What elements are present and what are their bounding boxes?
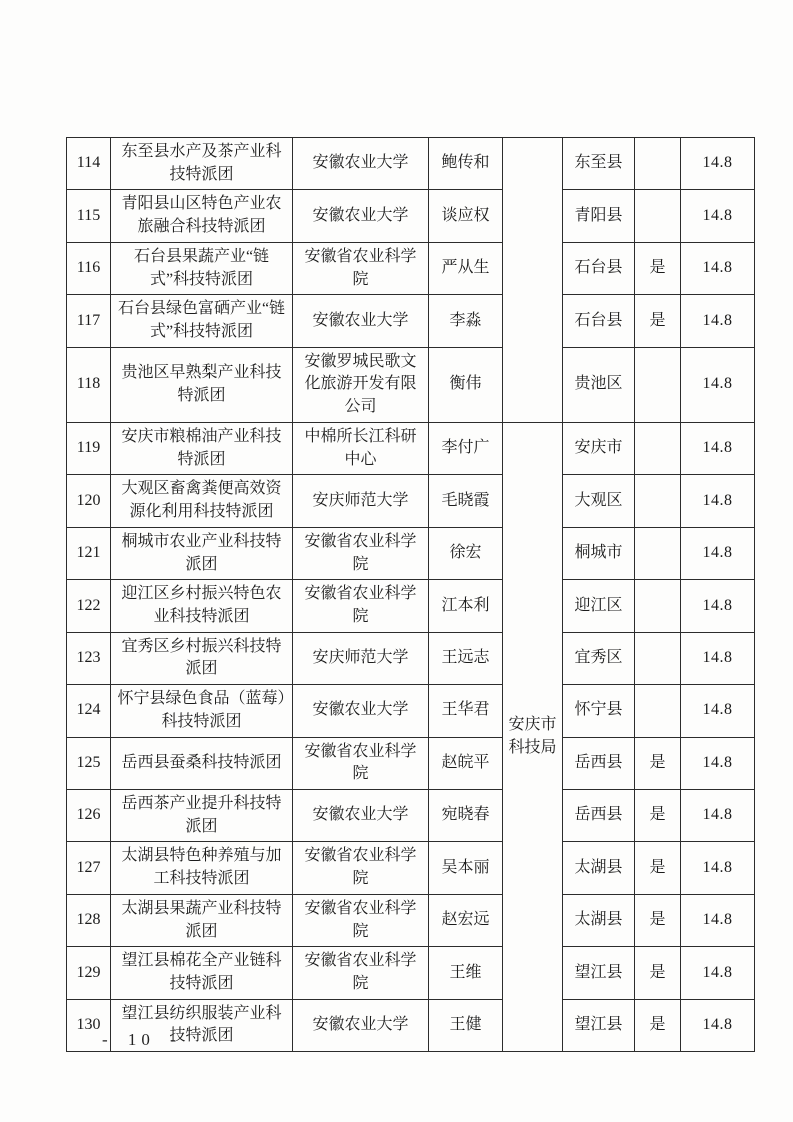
county-cell: 怀宁县 (563, 685, 635, 737)
row-number-cell: 129 (67, 947, 111, 999)
institution-cell: 安徽农业大学 (293, 789, 429, 841)
leader-cell: 吴本丽 (429, 842, 503, 894)
institution-cell: 安庆师范大学 (293, 475, 429, 527)
score-cell: 14.8 (681, 632, 755, 684)
row-number-cell: 125 (67, 737, 111, 789)
table-row (67, 789, 755, 841)
county-cell: 迎江区 (563, 580, 635, 632)
team-name-cell: 桐城市农业产业科技特派团 (111, 527, 293, 579)
leader-cell: 谈应权 (429, 190, 503, 242)
row-number-cell: 124 (67, 685, 111, 737)
score-cell: 14.8 (681, 999, 755, 1051)
score-cell: 14.8 (681, 138, 755, 190)
institution-cell: 安徽省农业科学院 (293, 842, 429, 894)
leader-cell: 赵皖平 (429, 737, 503, 789)
leader-cell: 王远志 (429, 632, 503, 684)
team-name-cell: 东至县水产及茶产业科技特派团 (111, 138, 293, 190)
provincial-key-cell (635, 685, 681, 737)
table-row (67, 138, 755, 190)
team-name-cell: 大观区畜禽粪便高效资源化利用科技特派团 (111, 475, 293, 527)
table-row (67, 475, 755, 527)
provincial-key-cell (635, 138, 681, 190)
table-row (67, 894, 755, 946)
team-name-cell: 岳西茶产业提升科技特派团 (111, 789, 293, 841)
county-cell: 望江县 (563, 999, 635, 1051)
row-number-cell: 126 (67, 789, 111, 841)
table-row (67, 580, 755, 632)
team-name-cell: 岳西县蚕桑科技特派团 (111, 737, 293, 789)
row-number-cell: 130 (67, 999, 111, 1051)
county-cell: 青阳县 (563, 190, 635, 242)
score-cell: 14.8 (681, 475, 755, 527)
county-cell: 太湖县 (563, 842, 635, 894)
leader-cell: 徐宏 (429, 527, 503, 579)
leader-cell: 衡伟 (429, 347, 503, 422)
county-cell: 石台县 (563, 242, 635, 294)
county-cell: 岳西县 (563, 789, 635, 841)
provincial-key-cell (635, 475, 681, 527)
row-number-cell: 117 (67, 295, 111, 347)
institution-cell: 安徽省农业科学院 (293, 894, 429, 946)
score-cell: 14.8 (681, 947, 755, 999)
row-number-cell: 127 (67, 842, 111, 894)
table-row (67, 527, 755, 579)
provincial-key-cell (635, 527, 681, 579)
county-cell: 太湖县 (563, 894, 635, 946)
provincial-key-cell: 是 (635, 295, 681, 347)
row-number-cell: 119 (67, 422, 111, 474)
page-number: - 10 - (102, 1030, 181, 1049)
provincial-key-cell: 是 (635, 947, 681, 999)
score-cell: 14.8 (681, 422, 755, 474)
score-cell: 14.8 (681, 580, 755, 632)
table-row (67, 295, 755, 347)
table-row (67, 190, 755, 242)
score-cell: 14.8 (681, 190, 755, 242)
score-cell: 14.8 (681, 527, 755, 579)
institution-cell: 安徽农业大学 (293, 999, 429, 1051)
team-name-cell: 石台县果蔬产业“链式”科技特派团 (111, 242, 293, 294)
county-cell: 岳西县 (563, 737, 635, 789)
leader-cell: 李付广 (429, 422, 503, 474)
score-cell: 14.8 (681, 894, 755, 946)
provincial-key-cell (635, 347, 681, 422)
institution-cell: 安庆师范大学 (293, 632, 429, 684)
institution-cell: 安徽省农业科学院 (293, 947, 429, 999)
leader-cell: 宛晓春 (429, 789, 503, 841)
leader-cell: 赵宏远 (429, 894, 503, 946)
table-row (67, 422, 755, 474)
institution-cell: 安徽农业大学 (293, 685, 429, 737)
provincial-key-cell: 是 (635, 737, 681, 789)
institution-cell: 安徽农业大学 (293, 295, 429, 347)
provincial-key-cell: 是 (635, 789, 681, 841)
score-cell: 14.8 (681, 842, 755, 894)
institution-cell: 安徽省农业科学院 (293, 737, 429, 789)
provincial-key-cell (635, 580, 681, 632)
institution-cell: 安徽省农业科学院 (293, 242, 429, 294)
provincial-key-cell: 是 (635, 894, 681, 946)
provincial-key-cell (635, 422, 681, 474)
table-row (67, 947, 755, 999)
leader-cell: 江本利 (429, 580, 503, 632)
table-row (67, 685, 755, 737)
city-bureau-cell (503, 138, 563, 423)
county-cell: 望江县 (563, 947, 635, 999)
row-number-cell: 122 (67, 580, 111, 632)
team-name-cell: 安庆市粮棉油产业科技特派团 (111, 422, 293, 474)
dispatch-teams-table (66, 137, 755, 1052)
county-cell: 宜秀区 (563, 632, 635, 684)
institution-cell: 安徽农业大学 (293, 190, 429, 242)
team-name-cell: 太湖县果蔬产业科技特派团 (111, 894, 293, 946)
score-cell: 14.8 (681, 242, 755, 294)
county-cell: 大观区 (563, 475, 635, 527)
leader-cell: 鲍传和 (429, 138, 503, 190)
row-number-cell: 115 (67, 190, 111, 242)
row-number-cell: 120 (67, 475, 111, 527)
leader-cell: 王健 (429, 999, 503, 1051)
score-cell: 14.8 (681, 737, 755, 789)
team-name-cell: 迎江区乡村振兴特色农业科技特派团 (111, 580, 293, 632)
provincial-key-cell (635, 632, 681, 684)
team-name-cell: 望江县棉花全产业链科技特派团 (111, 947, 293, 999)
leader-cell: 李淼 (429, 295, 503, 347)
provincial-key-cell: 是 (635, 842, 681, 894)
table-row (67, 347, 755, 422)
score-cell: 14.8 (681, 347, 755, 422)
row-number-cell: 116 (67, 242, 111, 294)
row-number-cell: 118 (67, 347, 111, 422)
row-number-cell: 128 (67, 894, 111, 946)
score-cell: 14.8 (681, 789, 755, 841)
county-cell: 桐城市 (563, 527, 635, 579)
score-cell: 14.8 (681, 295, 755, 347)
score-cell: 14.8 (681, 685, 755, 737)
county-cell: 东至县 (563, 138, 635, 190)
provincial-key-cell: 是 (635, 242, 681, 294)
provincial-key-cell (635, 190, 681, 242)
team-name-cell: 宜秀区乡村振兴科技特派团 (111, 632, 293, 684)
county-cell: 安庆市 (563, 422, 635, 474)
institution-cell: 中棉所长江科研中心 (293, 422, 429, 474)
table-row (67, 842, 755, 894)
row-number-cell: 114 (67, 138, 111, 190)
leader-cell: 毛晓霞 (429, 475, 503, 527)
table-row (67, 632, 755, 684)
leader-cell: 严从生 (429, 242, 503, 294)
county-cell: 石台县 (563, 295, 635, 347)
row-number-cell: 123 (67, 632, 111, 684)
row-number-cell: 121 (67, 527, 111, 579)
provincial-key-cell: 是 (635, 999, 681, 1051)
table-row (67, 737, 755, 789)
team-name-cell: 望江县纺织服装产业科技特派团 (111, 999, 293, 1051)
institution-cell: 安徽省农业科学院 (293, 580, 429, 632)
county-cell: 贵池区 (563, 347, 635, 422)
leader-cell: 王维 (429, 947, 503, 999)
institution-cell: 安徽罗城民歌文化旅游开发有限公司 (293, 347, 429, 422)
city-bureau-cell: 安庆市科技局 (503, 422, 563, 1051)
team-name-cell: 青阳县山区特色产业农旅融合科技特派团 (111, 190, 293, 242)
institution-cell: 安徽省农业科学院 (293, 527, 429, 579)
table-row (67, 242, 755, 294)
team-name-cell: 贵池区早熟梨产业科技特派团 (111, 347, 293, 422)
institution-cell: 安徽农业大学 (293, 138, 429, 190)
team-name-cell: 怀宁县绿色食品（蓝莓）科技特派团 (111, 685, 293, 737)
leader-cell: 王华君 (429, 685, 503, 737)
team-name-cell: 石台县绿色富硒产业“链式”科技特派团 (111, 295, 293, 347)
team-name-cell: 太湖县特色种养殖与加工科技特派团 (111, 842, 293, 894)
